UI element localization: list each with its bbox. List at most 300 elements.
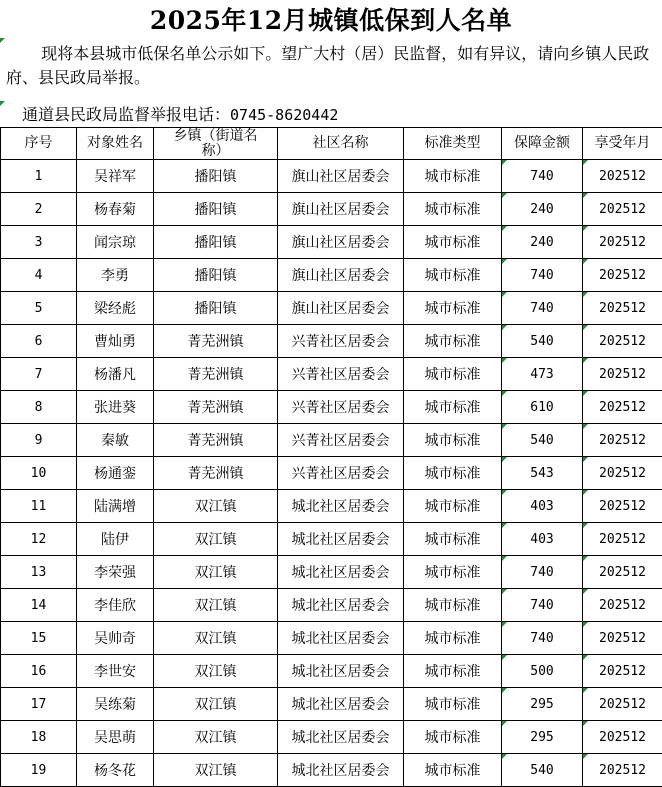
cell-marker	[502, 754, 507, 759]
index-cell-text: 18	[30, 729, 47, 745]
table-row	[1, 556, 662, 589]
standard-type-cell-text: 城市标准	[424, 334, 481, 350]
cell-marker	[502, 457, 507, 462]
month-cell	[583, 457, 662, 490]
standard-type-cell	[404, 391, 502, 424]
name-cell	[77, 754, 154, 787]
month-cell	[583, 424, 662, 457]
standard-type-cell-text: 城市标准	[424, 466, 481, 482]
standard-type-cell-text: 城市标准	[424, 301, 481, 317]
amount-cell-text: 295	[530, 729, 554, 745]
name-cell-text: 李荣强	[94, 565, 136, 581]
town-cell	[154, 292, 278, 325]
cell-marker	[502, 721, 507, 726]
town-cell	[154, 391, 278, 424]
town-cell-text: 播阳镇	[194, 235, 237, 251]
month-cell	[583, 721, 662, 754]
table-row	[1, 160, 662, 193]
standard-type-cell-text: 城市标准	[424, 697, 481, 713]
month-cell	[583, 226, 662, 259]
amount-cell	[502, 325, 583, 358]
index-cell	[1, 523, 77, 556]
hotline-label: 通道县民政局监督举报电话：	[22, 105, 231, 124]
table-row	[1, 358, 662, 391]
index-cell	[1, 622, 77, 655]
cell-marker	[583, 391, 588, 396]
month-cell-text: 202512	[599, 234, 646, 250]
community-cell	[278, 358, 404, 391]
table-row	[1, 655, 662, 688]
community-cell	[278, 160, 404, 193]
month-cell	[583, 358, 662, 391]
town-cell-text: 双江镇	[194, 598, 237, 614]
town-cell-text: 菁芜洲镇	[187, 400, 244, 416]
standard-type-cell-text: 城市标准	[424, 268, 481, 284]
amount-cell-text: 473	[530, 366, 554, 382]
month-cell	[583, 655, 662, 688]
month-cell-text: 202512	[599, 564, 646, 580]
month-cell	[583, 160, 662, 193]
month-cell-text: 202512	[599, 168, 646, 184]
table-row	[1, 754, 662, 787]
index-cell-text: 19	[30, 762, 47, 778]
community-cell	[278, 193, 404, 226]
amount-cell-text: 540	[530, 762, 554, 778]
month-cell-text: 202512	[599, 300, 646, 316]
amount-cell-text: 740	[530, 630, 554, 646]
name-cell-text: 杨通銮	[94, 466, 136, 482]
community-cell-text: 城北社区居委会	[291, 532, 390, 548]
standard-type-cell	[404, 589, 502, 622]
town-cell	[154, 754, 278, 787]
index-cell-text: 15	[30, 630, 47, 646]
index-cell	[1, 688, 77, 721]
header-town: 乡镇（街道名称）	[154, 128, 278, 160]
table-row	[1, 226, 662, 259]
community-cell	[278, 622, 404, 655]
month-cell	[583, 193, 662, 226]
standard-type-cell	[404, 259, 502, 292]
header-standard-type: 标准类型	[404, 128, 502, 160]
name-cell	[77, 490, 154, 523]
index-cell-text: 1	[34, 168, 43, 184]
community-cell-text: 城北社区居委会	[291, 565, 390, 581]
amount-cell	[502, 556, 583, 589]
month-cell-text: 202512	[599, 201, 646, 217]
cell-marker	[583, 160, 588, 165]
community-cell	[278, 721, 404, 754]
community-cell	[278, 688, 404, 721]
month-cell	[583, 523, 662, 556]
name-cell-text: 杨春菊	[94, 202, 136, 218]
index-cell-text: 3	[34, 234, 43, 250]
amount-cell-text: 240	[530, 201, 554, 217]
amount-cell	[502, 688, 583, 721]
amount-cell-text: 295	[530, 696, 554, 712]
index-cell-text: 5	[34, 300, 43, 316]
index-cell-text: 4	[34, 267, 43, 283]
header-row	[1, 128, 662, 160]
amount-cell-text: 543	[530, 465, 554, 481]
amount-cell	[502, 424, 583, 457]
town-cell-text: 菁芜洲镇	[187, 367, 244, 383]
community-cell	[278, 556, 404, 589]
name-cell	[77, 325, 154, 358]
standard-type-cell	[404, 721, 502, 754]
index-cell	[1, 193, 77, 226]
name-cell	[77, 523, 154, 556]
community-cell-text: 城北社区居委会	[291, 631, 390, 647]
town-cell-text: 菁芜洲镇	[187, 466, 244, 482]
name-cell	[77, 655, 154, 688]
header-community: 社区名称	[278, 128, 404, 160]
town-cell	[154, 523, 278, 556]
cell-marker	[502, 655, 507, 660]
name-cell-text: 吴练菊	[94, 697, 136, 713]
community-cell	[278, 259, 404, 292]
standard-type-cell	[404, 358, 502, 391]
index-cell	[1, 457, 77, 490]
name-cell	[77, 589, 154, 622]
month-cell	[583, 391, 662, 424]
amount-cell	[502, 589, 583, 622]
town-cell-text: 双江镇	[194, 664, 237, 680]
index-cell-text: 6	[34, 333, 43, 349]
community-cell-text: 旗山社区居委会	[291, 202, 390, 218]
cell-marker	[0, 38, 5, 43]
cell-marker	[583, 523, 588, 528]
name-cell-text: 吴思萌	[94, 730, 136, 746]
town-cell-text: 双江镇	[194, 631, 237, 647]
index-cell-text: 10	[30, 465, 47, 481]
name-cell-text: 张进葵	[94, 400, 136, 416]
standard-type-cell	[404, 226, 502, 259]
month-cell-text: 202512	[599, 762, 646, 778]
index-cell-text: 16	[30, 663, 47, 679]
community-cell-text: 兴菁社区居委会	[291, 433, 390, 449]
index-cell	[1, 754, 77, 787]
name-cell	[77, 391, 154, 424]
amount-cell	[502, 391, 583, 424]
name-cell-text: 曹灿勇	[94, 334, 136, 350]
town-cell-text: 双江镇	[194, 499, 237, 515]
standard-type-cell	[404, 193, 502, 226]
name-cell-text: 秦敏	[101, 433, 129, 449]
amount-cell-text: 740	[530, 300, 554, 316]
table-row	[1, 622, 662, 655]
index-cell-text: 13	[30, 564, 47, 580]
cell-marker	[0, 101, 5, 106]
cell-marker	[502, 589, 507, 594]
amount-cell-text: 500	[530, 663, 554, 679]
header-index: 序号	[1, 128, 77, 160]
standard-type-cell-text: 城市标准	[424, 235, 481, 251]
standard-type-cell-text: 城市标准	[424, 169, 481, 185]
community-cell	[278, 457, 404, 490]
community-cell-text: 旗山社区居委会	[291, 301, 390, 317]
town-cell	[154, 424, 278, 457]
table-row	[1, 292, 662, 325]
town-cell	[154, 556, 278, 589]
town-cell	[154, 325, 278, 358]
standard-type-cell	[404, 754, 502, 787]
cell-marker	[583, 556, 588, 561]
month-cell-text: 202512	[599, 465, 646, 481]
header-name: 对象姓名	[77, 128, 154, 160]
amount-cell-text: 740	[530, 267, 554, 283]
table-row	[1, 424, 662, 457]
standard-type-cell	[404, 424, 502, 457]
table-row	[1, 193, 662, 226]
name-cell	[77, 292, 154, 325]
standard-type-cell	[404, 292, 502, 325]
amount-cell-text: 610	[530, 399, 554, 415]
name-cell	[77, 457, 154, 490]
name-cell	[77, 721, 154, 754]
name-cell-text: 吴帅奇	[94, 631, 136, 647]
index-cell-text: 7	[34, 366, 43, 382]
month-cell	[583, 490, 662, 523]
cell-marker	[502, 325, 507, 330]
name-cell-text: 陆满增	[94, 499, 136, 515]
index-cell-text: 8	[34, 399, 43, 415]
name-cell-text: 李佳欣	[94, 598, 136, 614]
standard-type-cell	[404, 160, 502, 193]
index-cell	[1, 424, 77, 457]
community-cell-text: 城北社区居委会	[291, 664, 390, 680]
name-cell-text: 李勇	[101, 268, 129, 284]
cell-marker	[502, 523, 507, 528]
standard-type-cell	[404, 655, 502, 688]
town-cell	[154, 490, 278, 523]
page-title: 2025年12月城镇低保到人名单	[149, 6, 513, 35]
month-cell	[583, 622, 662, 655]
table-row	[1, 721, 662, 754]
amount-cell	[502, 226, 583, 259]
month-cell-text: 202512	[599, 729, 646, 745]
community-cell	[278, 490, 404, 523]
name-cell-text: 闻宗琼	[94, 235, 136, 251]
index-cell	[1, 391, 77, 424]
amount-cell-text: 740	[530, 564, 554, 580]
cell-marker	[583, 688, 588, 693]
cell-marker	[502, 259, 507, 264]
month-cell	[583, 292, 662, 325]
cell-marker	[583, 358, 588, 363]
month-cell-text: 202512	[599, 531, 646, 547]
name-cell	[77, 358, 154, 391]
amount-cell	[502, 292, 583, 325]
cell-marker	[502, 622, 507, 627]
town-cell	[154, 193, 278, 226]
index-cell-text: 9	[34, 432, 43, 448]
cell-marker	[583, 589, 588, 594]
table-body	[1, 160, 662, 787]
town-cell-text: 菁芜洲镇	[187, 433, 244, 449]
community-cell	[278, 424, 404, 457]
month-cell-text: 202512	[599, 498, 646, 514]
roster-table	[0, 127, 662, 787]
community-cell	[278, 589, 404, 622]
amount-cell	[502, 160, 583, 193]
name-cell	[77, 226, 154, 259]
table-row	[1, 523, 662, 556]
cell-marker	[502, 490, 507, 495]
month-cell-text: 202512	[599, 630, 646, 646]
index-cell	[1, 556, 77, 589]
town-cell	[154, 358, 278, 391]
amount-cell-text: 740	[530, 168, 554, 184]
cell-marker	[502, 292, 507, 297]
month-cell-text: 202512	[599, 432, 646, 448]
standard-type-cell-text: 城市标准	[424, 367, 481, 383]
standard-type-cell-text: 城市标准	[424, 499, 481, 515]
cell-marker	[583, 259, 588, 264]
cell-marker	[583, 193, 588, 198]
name-cell-text: 吴祥军	[94, 169, 136, 185]
hotline	[22, 104, 652, 126]
town-cell	[154, 589, 278, 622]
town-cell	[154, 688, 278, 721]
amount-cell	[502, 490, 583, 523]
cell-marker	[583, 754, 588, 759]
name-cell-text: 杨冬花	[94, 763, 136, 779]
amount-cell	[502, 193, 583, 226]
town-cell	[154, 226, 278, 259]
town-cell-text: 播阳镇	[194, 301, 237, 317]
community-cell-text: 城北社区居委会	[291, 499, 390, 515]
standard-type-cell	[404, 490, 502, 523]
standard-type-cell-text: 城市标准	[424, 730, 481, 746]
month-cell	[583, 259, 662, 292]
standard-type-cell-text: 城市标准	[424, 763, 481, 779]
standard-type-cell-text: 城市标准	[424, 400, 481, 416]
amount-cell	[502, 358, 583, 391]
month-cell-text: 202512	[599, 399, 646, 415]
table-row	[1, 325, 662, 358]
community-cell-text: 城北社区居委会	[291, 763, 390, 779]
town-cell-text: 双江镇	[194, 763, 237, 779]
index-cell-text: 11	[30, 498, 47, 514]
name-cell	[77, 193, 154, 226]
index-cell	[1, 358, 77, 391]
cell-marker	[583, 490, 588, 495]
town-cell	[154, 655, 278, 688]
standard-type-cell	[404, 457, 502, 490]
month-cell	[583, 754, 662, 787]
standard-type-cell-text: 城市标准	[424, 202, 481, 218]
amount-cell	[502, 523, 583, 556]
town-cell	[154, 721, 278, 754]
hotline-number: 0745-8620442	[230, 106, 339, 124]
table-row	[1, 688, 662, 721]
name-cell	[77, 688, 154, 721]
town-cell	[154, 622, 278, 655]
amount-cell-text: 540	[530, 432, 554, 448]
index-cell	[1, 259, 77, 292]
month-cell	[583, 589, 662, 622]
community-cell	[278, 754, 404, 787]
index-cell-text: 14	[30, 597, 47, 613]
cell-marker	[502, 688, 507, 693]
cell-marker	[502, 160, 507, 165]
cell-marker	[583, 655, 588, 660]
standard-type-cell	[404, 688, 502, 721]
community-cell	[278, 325, 404, 358]
amount-cell	[502, 622, 583, 655]
standard-type-cell	[404, 325, 502, 358]
cell-marker	[502, 556, 507, 561]
standard-type-cell-text: 城市标准	[424, 598, 481, 614]
index-cell	[1, 655, 77, 688]
cell-marker	[502, 358, 507, 363]
amount-cell-text: 540	[530, 333, 554, 349]
town-cell-text: 播阳镇	[194, 268, 237, 284]
month-cell-text: 202512	[599, 267, 646, 283]
month-cell	[583, 688, 662, 721]
cell-marker	[583, 721, 588, 726]
cell-marker	[583, 226, 588, 231]
community-cell-text: 旗山社区居委会	[291, 268, 390, 284]
name-cell	[77, 259, 154, 292]
amount-cell	[502, 655, 583, 688]
table-row	[1, 490, 662, 523]
name-cell-text: 陆伊	[101, 532, 129, 548]
index-cell	[1, 226, 77, 259]
community-cell	[278, 226, 404, 259]
cell-marker	[583, 622, 588, 627]
amount-cell-text: 403	[530, 531, 554, 547]
header-month: 享受年月	[583, 128, 662, 160]
name-cell	[77, 622, 154, 655]
index-cell	[1, 490, 77, 523]
month-cell	[583, 325, 662, 358]
index-cell-text: 2	[34, 201, 43, 217]
community-cell	[278, 523, 404, 556]
index-cell	[1, 325, 77, 358]
amount-cell	[502, 259, 583, 292]
town-cell-text: 双江镇	[194, 532, 237, 548]
town-cell-text: 双江镇	[194, 697, 237, 713]
standard-type-cell	[404, 523, 502, 556]
name-cell	[77, 160, 154, 193]
cell-marker	[502, 226, 507, 231]
cell-marker	[583, 325, 588, 330]
town-cell	[154, 259, 278, 292]
cell-marker	[502, 193, 507, 198]
index-cell	[1, 721, 77, 754]
amount-cell	[502, 754, 583, 787]
community-cell-text: 城北社区居委会	[291, 730, 390, 746]
community-cell-text: 旗山社区居委会	[291, 169, 390, 185]
month-cell	[583, 556, 662, 589]
standard-type-cell	[404, 622, 502, 655]
month-cell-text: 202512	[599, 366, 646, 382]
amount-cell-text: 740	[530, 597, 554, 613]
month-cell-text: 202512	[599, 333, 646, 349]
name-cell	[77, 556, 154, 589]
town-cell-text: 菁芜洲镇	[187, 334, 244, 350]
community-cell-text: 兴菁社区居委会	[291, 367, 390, 383]
community-cell	[278, 292, 404, 325]
table-row	[1, 457, 662, 490]
town-cell	[154, 160, 278, 193]
cell-marker	[583, 457, 588, 462]
amount-cell	[502, 721, 583, 754]
town-cell-text: 播阳镇	[194, 202, 237, 218]
community-cell-text: 城北社区居委会	[291, 697, 390, 713]
town-cell-text: 播阳镇	[194, 169, 237, 185]
